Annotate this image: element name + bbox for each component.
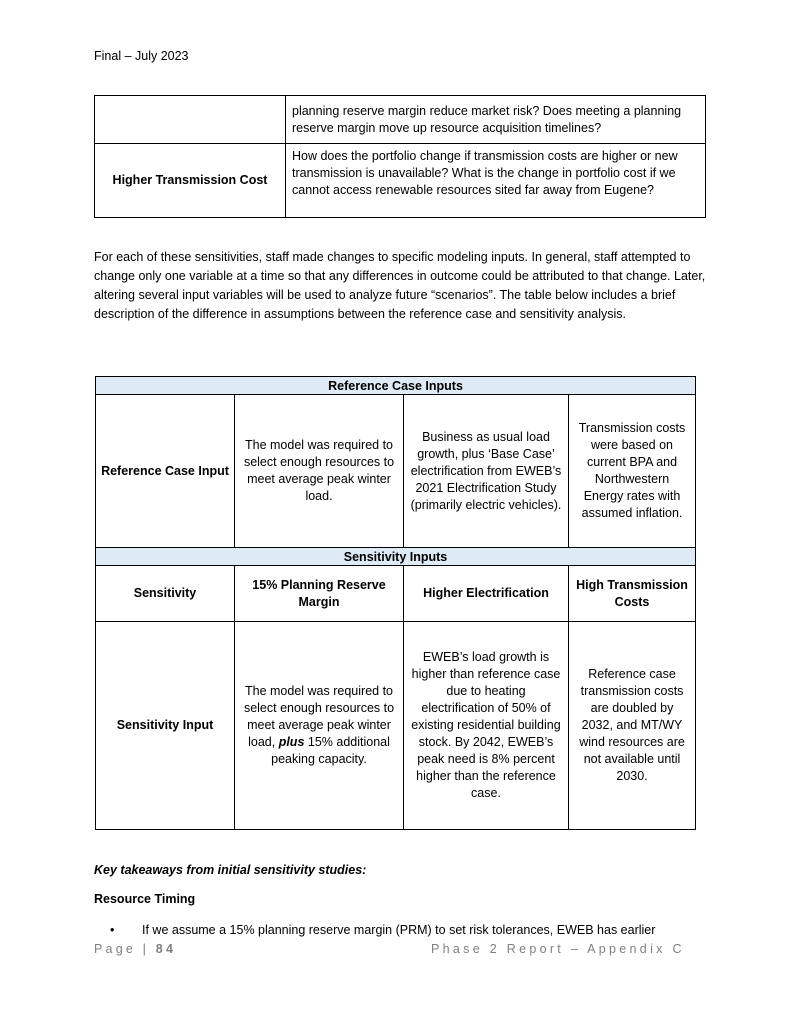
page-footer-left (94, 942, 176, 956)
row-text: planning reserve margin reduce market risk? Does meeting a planning reserve margin move up resource acquisition timelines? (286, 96, 706, 144)
bullet-icon: • (110, 923, 115, 937)
page-footer-right: Phase 2 Report – Appendix C (431, 942, 685, 956)
sensitivity-label: Sensitivity Input (96, 622, 235, 830)
sensitivity-cell: Reference case transmission costs are doubled by 2032, and MT/WY wind resources are not available until 2030. (569, 622, 696, 830)
row-label: Higher Transmission Cost (95, 144, 286, 218)
body-paragraph: For each of these sensitivities, staff made changes to specific modeling inputs. In general, staff attempted to change only one variable at a time so that any differences in outcome could be attributed to that change. Later, altering several input variables will be used to analyze future “scenarios”. The table below includes a brief description of the difference in assumptions between the reference case and sensitivity analysis. (94, 250, 706, 321)
page-label: Page | (94, 942, 156, 956)
assumptions-table (95, 376, 696, 830)
sensitivity-cell: EWEB’s load growth is higher than reference case due to heating electrification of 50% of existing residential building stock. By 2042, EWEB’s peak need is 8% percent higher than the reference case. (404, 622, 569, 830)
sensitivity-band-row (96, 548, 696, 566)
row-text: How does the portfolio change if transmission costs are higher or new transmission is unavailable? What is the change in portfolio cost if we cannot access renewable resources sited far away from Eugene? (286, 144, 706, 218)
document-header: Final – July 2023 (94, 49, 189, 63)
section-heading: Resource Timing (94, 892, 196, 906)
sensitivity-cell (235, 622, 404, 830)
reference-row (96, 395, 696, 548)
row-label (95, 96, 286, 144)
cell-text: 15% additional peaking capacity. (271, 735, 390, 766)
bullet-text: If we assume a 15% planning reserve margin (PRM) to set risk tolerances, EWEB has earlier (142, 923, 656, 937)
sensitivity-header-cell: Higher Electrification (404, 566, 569, 622)
sensitivity-row (96, 622, 696, 830)
table-row (95, 96, 706, 144)
sensitivity-header-cell: High Transmission Costs (569, 566, 696, 622)
sensitivity-band: Sensitivity Inputs (96, 548, 696, 566)
bullet-item (110, 923, 655, 937)
reference-label: Reference Case Input (96, 395, 235, 548)
sensitivity-header-cell: 15% Planning Reserve Margin (235, 566, 404, 622)
cell-text: The model was required to select enough resources to meet average peak winter load, (243, 684, 395, 749)
reference-cell: Transmission costs were based on current BPA and Northwestern Energy rates with assumed inflation. (569, 395, 696, 548)
sensitivity-header-row (96, 566, 696, 622)
reference-case-band: Reference Case Inputs (96, 377, 696, 395)
reference-cell: The model was required to select enough resources to meet average peak winter load. (235, 395, 404, 548)
emphasis-text: plus (278, 735, 305, 749)
reference-band-row (96, 377, 696, 395)
table-row (95, 144, 706, 218)
key-takeaways-heading: Key takeaways from initial sensitivity studies: (94, 863, 367, 877)
reference-cell: Business as usual load growth, plus ‘Base Case’ electrification from EWEB’s 2021 Electrification Study (primarily electric vehicles). (404, 395, 569, 548)
page-number: 84 (155, 942, 177, 956)
sensitivity-header-label: Sensitivity (96, 566, 235, 622)
sensitivity-questions-table (94, 95, 706, 218)
